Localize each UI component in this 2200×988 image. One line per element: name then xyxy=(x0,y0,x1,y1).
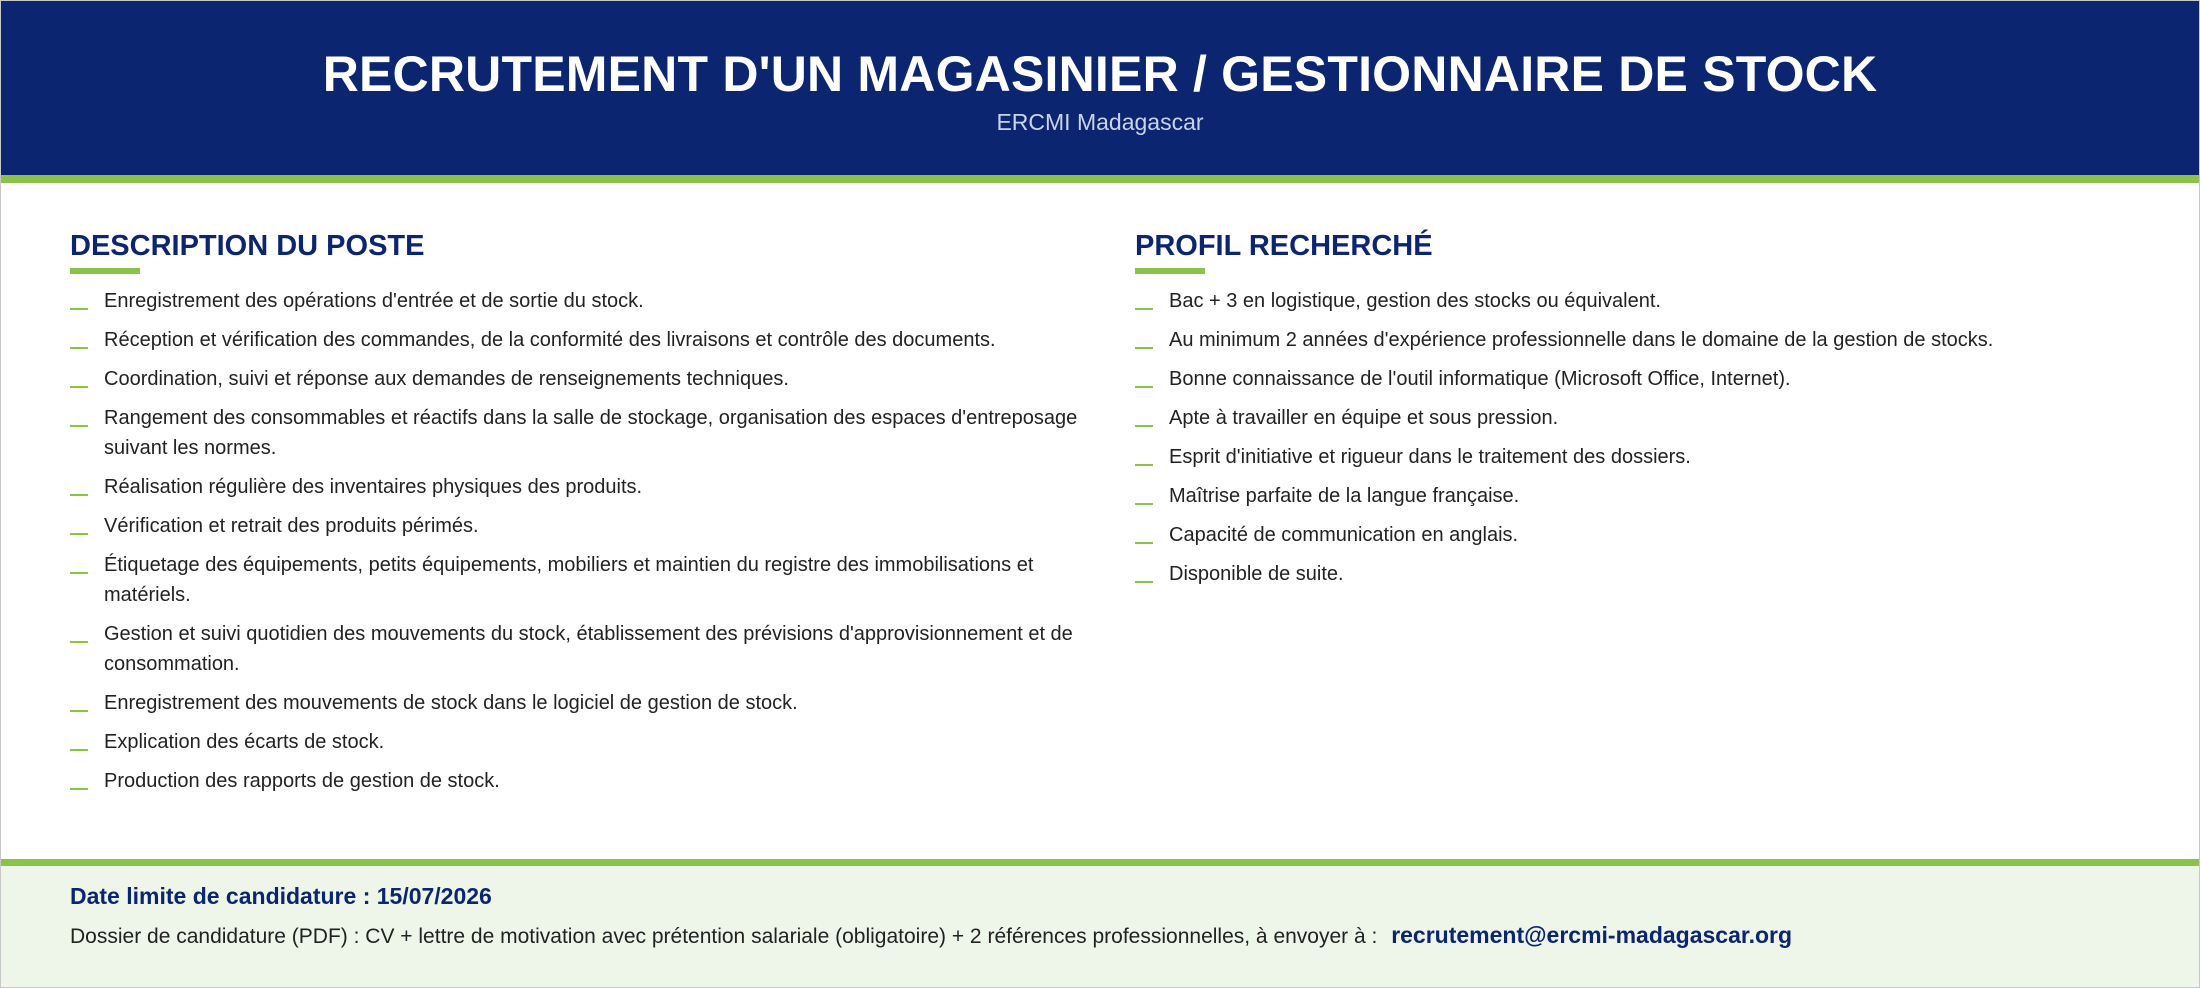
profile-item xyxy=(1135,442,2195,472)
description-column xyxy=(70,183,1135,857)
description-list xyxy=(70,286,1105,796)
description-item xyxy=(70,550,1105,610)
list-item-text: Coordination, suivi et réponse aux demandes de renseignements techniques. xyxy=(104,368,789,390)
description-item xyxy=(70,403,1105,463)
profile-item xyxy=(1135,403,2195,433)
header-banner xyxy=(1,1,2199,183)
list-item-text: Enregistrement des opérations d'entrée et de sortie du stock. xyxy=(104,290,644,312)
profile-item xyxy=(1135,364,2195,394)
section-underline xyxy=(70,268,140,274)
description-item xyxy=(70,286,1105,316)
description-item xyxy=(70,325,1105,355)
bullet-dash-icon xyxy=(1135,442,1169,472)
application-deadline: Date limite de candidature : 15/07/2026 xyxy=(70,883,492,909)
main-content xyxy=(1,183,2199,857)
profile-title: PROFIL RECHERCHÉ xyxy=(1135,230,1433,262)
description-item xyxy=(70,364,1105,394)
list-item-text: Gestion et suivi quotidien des mouvements du stock, établissement des prévisions d'approvisionnement et de consommation. xyxy=(104,623,1073,675)
list-item-text: Bac + 3 en logistique, gestion des stocks ou équivalent. xyxy=(1169,290,1661,312)
bullet-dash-icon xyxy=(1135,325,1169,355)
list-item-text: Réalisation régulière des inventaires physiques des produits. xyxy=(104,476,643,498)
list-item-text: Au minimum 2 années d'expérience professionnelle dans le domaine de la gestion de stocks. xyxy=(1169,329,1994,351)
bullet-dash-icon xyxy=(1135,286,1169,316)
bullet-dash-icon xyxy=(70,364,104,394)
bullet-dash-icon xyxy=(70,403,104,463)
dossier-text: Dossier de candidature (PDF) : CV + lettre de motivation avec prétention salariale (obligatoire) + 2 références professionnelles, à envoyer à : xyxy=(70,925,1378,948)
list-item-text: Apte à travailler en équipe et sous pression. xyxy=(1169,407,1559,429)
page-title: RECRUTEMENT D'UN MAGASINIER / GESTIONNAIRE DE STOCK xyxy=(322,45,1878,102)
profile-item xyxy=(1135,286,2195,316)
bullet-dash-icon xyxy=(70,550,104,610)
profile-column xyxy=(1135,183,2195,857)
bullet-dash-icon xyxy=(1135,403,1169,433)
contact-email-link[interactable]: recrutement@ercmi-madagascar.org xyxy=(1391,922,1793,948)
bullet-dash-icon xyxy=(70,619,104,679)
list-item-text: Étiquetage des équipements, petits équipements, mobiliers et maintien du registre des immobilisations et matériels. xyxy=(104,554,1034,606)
description-item xyxy=(70,619,1105,679)
application-instructions xyxy=(70,920,2199,952)
bullet-dash-icon xyxy=(70,286,104,316)
description-title: DESCRIPTION DU POSTE xyxy=(70,230,425,262)
profile-item xyxy=(1135,481,2195,511)
list-item-text: Esprit d'initiative et rigueur dans le traitement des dossiers. xyxy=(1169,446,1691,468)
description-item xyxy=(70,688,1105,718)
bullet-dash-icon xyxy=(1135,520,1169,550)
profile-item xyxy=(1135,325,2195,355)
section-underline xyxy=(1135,268,1205,274)
organization-name: ERCMI Madagascar xyxy=(996,108,1204,135)
bullet-dash-icon xyxy=(1135,364,1169,394)
list-item-text: Disponible de suite. xyxy=(1169,563,1344,585)
bullet-dash-icon xyxy=(70,688,104,718)
bullet-dash-icon xyxy=(70,472,104,502)
bullet-dash-icon xyxy=(70,325,104,355)
list-item-text: Capacité de communication en anglais. xyxy=(1169,524,1519,546)
bullet-dash-icon xyxy=(70,727,104,757)
bullet-dash-icon xyxy=(1135,481,1169,511)
list-item-text: Explication des écarts de stock. xyxy=(104,731,385,753)
list-item-text: Enregistrement des mouvements de stock dans le logiciel de gestion de stock. xyxy=(104,692,798,714)
list-item-text: Bonne connaissance de l'outil informatique (Microsoft Office, Internet). xyxy=(1169,368,1791,390)
list-item-text: Maîtrise parfaite de la langue française. xyxy=(1169,485,1520,507)
profile-item xyxy=(1135,520,2195,550)
bullet-dash-icon xyxy=(70,766,104,796)
list-item-text: Réception et vérification des commandes, de la conformité des livraisons et contrôle des documents. xyxy=(104,329,996,351)
list-item-text: Vérification et retrait des produits périmés. xyxy=(104,515,479,537)
bullet-dash-icon xyxy=(70,511,104,541)
description-item xyxy=(70,766,1105,796)
description-item xyxy=(70,511,1105,541)
description-item xyxy=(70,472,1105,502)
list-item-text: Rangement des consommables et réactifs dans la salle de stockage, organisation des espaces d'entreposage suivant les normes. xyxy=(104,407,1078,459)
profile-item xyxy=(1135,559,2195,589)
bullet-dash-icon xyxy=(1135,559,1169,589)
description-item xyxy=(70,727,1105,757)
list-item-text: Production des rapports de gestion de stock. xyxy=(104,770,500,792)
footer-panel xyxy=(1,859,2199,987)
profile-list xyxy=(1135,286,2195,589)
